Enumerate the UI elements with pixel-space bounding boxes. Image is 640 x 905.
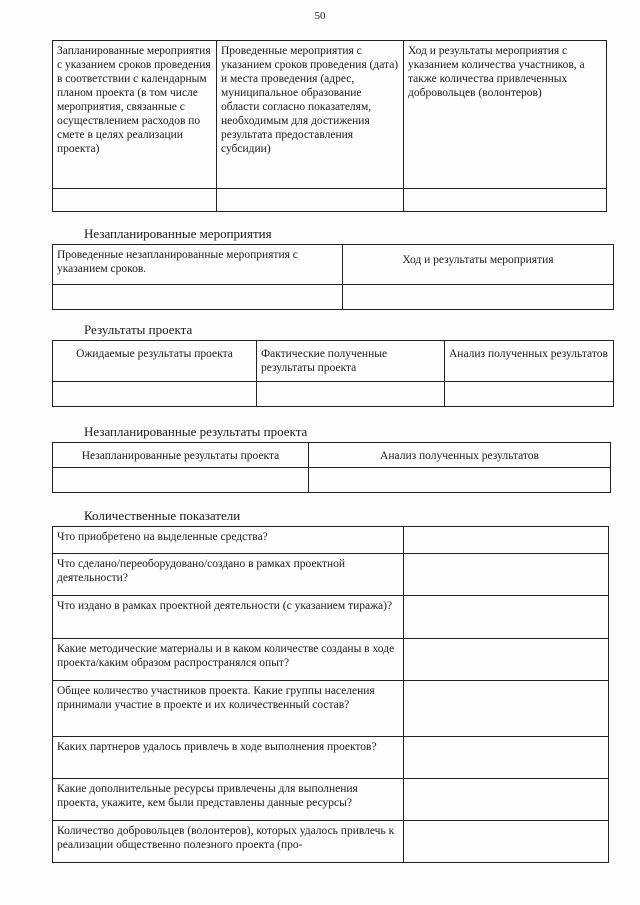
- question-cell: Каких партнеров удалось привлечь в ходе выполнения проектов?: [53, 737, 404, 779]
- table-header-row: [53, 443, 611, 468]
- table-row: [53, 821, 609, 863]
- unplanned-activities-cell[interactable]: [53, 285, 343, 310]
- answer-cell[interactable]: [404, 737, 609, 779]
- planned-activities-header: Запланированные мероприятия с указанием сроков проведения в соответствии с календарным планом проекта (в том числе мероприятия, связанные с осуществлением расходов по смете в целях реализации проекта): [53, 41, 217, 189]
- table-row: [53, 554, 609, 596]
- section-title-quantitative-indicators: Количественные показатели: [84, 508, 241, 523]
- unplanned-activities-header: Проведенные незапланированные мероприятия с указанием сроков.: [53, 245, 343, 285]
- section-title-project-results: Результаты проекта: [84, 322, 193, 337]
- activity-results-header: Ход и результаты мероприятия: [343, 245, 614, 285]
- table-row: [53, 189, 607, 212]
- question-cell: Общее количество участников проекта. Какие группы населения принимали участие в проекте и их количественный состав?: [53, 681, 404, 737]
- question-cell: Количество добровольцев (волонтеров), которых удалось привлечь к реализации общественно полезного проекта (про-: [53, 821, 404, 863]
- answer-cell[interactable]: [404, 527, 609, 554]
- table-row: [53, 527, 609, 554]
- answer-cell[interactable]: [404, 596, 609, 639]
- conducted-activities-header: Проведенные мероприятия с указанием сроков проведения (дата) и места проведения (адрес, муниципальное образование области согласно показателям, необходимым для достижения результата предоставления субсидии): [217, 41, 404, 189]
- section-title-unplanned-results: Незапланированные результаты проекта: [84, 424, 308, 439]
- unplanned-results-table: [52, 442, 611, 493]
- question-cell: Какие дополнительные ресурсы привлечены для выполнения проекта, укажите, кем были представлены данные ресурсы?: [53, 779, 404, 821]
- results-analysis-header: Анализ полученных результатов: [445, 341, 614, 382]
- table-header-row: [53, 41, 607, 189]
- table-row: [53, 639, 609, 681]
- project-results-table: [52, 340, 614, 407]
- actual-results-cell[interactable]: [257, 382, 445, 407]
- table-row: [53, 779, 609, 821]
- question-cell: Какие методические материалы и в каком количестве созданы в ходе проекта/каким образом распространялся опыт?: [53, 639, 404, 681]
- table-header-row: [53, 341, 614, 382]
- unplanned-results-analysis-cell[interactable]: [309, 468, 611, 493]
- question-cell: Что сделано/переоборудовано/создано в рамках проектной деятельности?: [53, 554, 404, 596]
- table-row: [53, 596, 609, 639]
- answer-cell[interactable]: [404, 779, 609, 821]
- unplanned-results-cell[interactable]: [53, 468, 309, 493]
- expected-results-header: Ожидаемые результаты проекта: [53, 341, 257, 382]
- table-row: [53, 737, 609, 779]
- progress-results-header: Ход и результаты мероприятия с указанием количества участников, а также количества привлеченных добровольцев (волонтеров): [404, 41, 607, 189]
- answer-cell[interactable]: [404, 554, 609, 596]
- question-cell: Что приобретено на выделенные средства?: [53, 527, 404, 554]
- question-cell: Что издано в рамках проектной деятельности (с указанием тиража)?: [53, 596, 404, 639]
- quantitative-indicators-table: [52, 526, 609, 863]
- unplanned-results-header: Незапланированные результаты проекта: [53, 443, 309, 468]
- section-title-unplanned-activities: Незапланированные мероприятия: [84, 226, 272, 241]
- activity-results-cell[interactable]: [343, 285, 614, 310]
- expected-results-cell[interactable]: [53, 382, 257, 407]
- unplanned-results-analysis-header: Анализ полученных результатов: [309, 443, 611, 468]
- actual-results-header: Фактические полученные результаты проекта: [257, 341, 445, 382]
- table-row: [53, 285, 614, 310]
- table-row: [53, 681, 609, 737]
- answer-cell[interactable]: [404, 821, 609, 863]
- table-row: [53, 468, 611, 493]
- table-header-row: [53, 245, 614, 285]
- answer-cell[interactable]: [404, 639, 609, 681]
- answer-cell[interactable]: [404, 681, 609, 737]
- page-number: 50: [314, 10, 326, 22]
- results-analysis-cell[interactable]: [445, 382, 614, 407]
- planned-activities-table: [52, 40, 607, 212]
- unplanned-activities-table: [52, 244, 614, 310]
- conducted-activities-cell[interactable]: [217, 189, 404, 212]
- table-row: [53, 382, 614, 407]
- planned-activities-cell[interactable]: [53, 189, 217, 212]
- progress-results-cell[interactable]: [404, 189, 607, 212]
